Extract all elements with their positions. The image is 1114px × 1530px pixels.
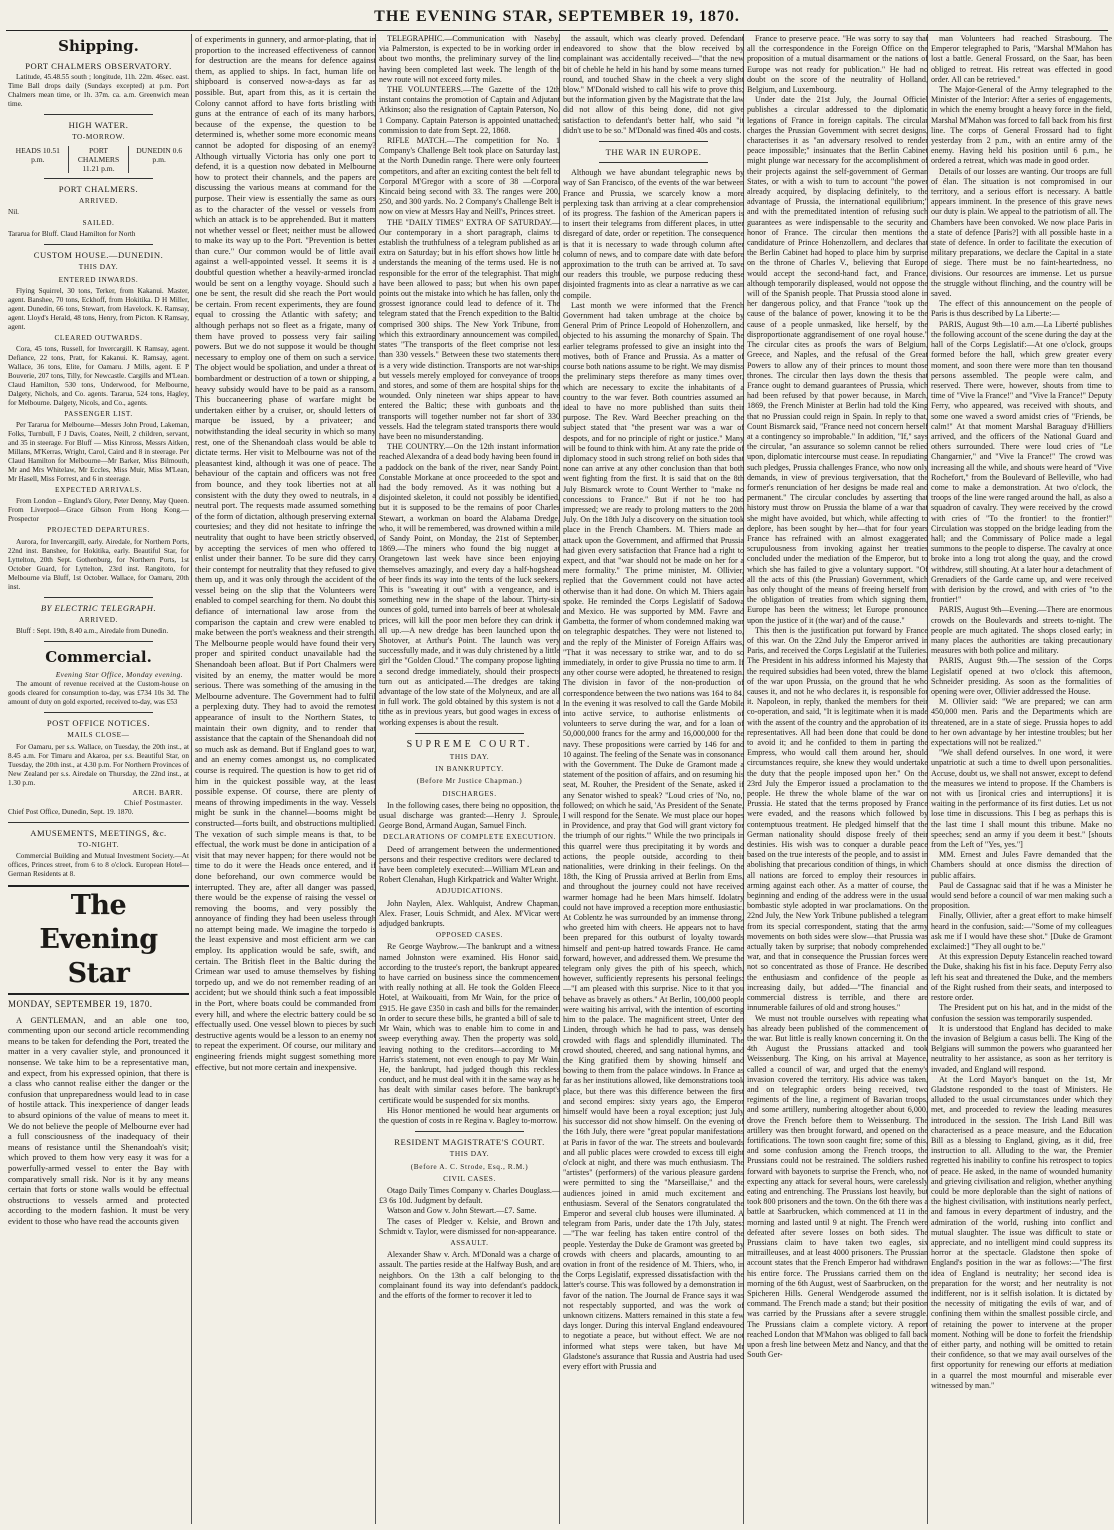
adjudications-text: John Naylen, Alex. Wahlquist, Andrew Chapman, Alex. Fraser, Louis Schmidt, and Alex. M'Vicar were adjudged bankrupts. [379, 898, 560, 929]
tide-dunedin: DUNEDIN 0.6 p.m. [136, 145, 183, 164]
divider [44, 712, 153, 713]
assault-text: Alexander Shaw v. Arch. M'Donald was a charge of assault. The parties reside at the Halfway Bush, and are neighbors. On the 13th a calf belonging to the complainant found its way into defendant's paddock, and the efforts of the former to recover it led to [379, 1250, 560, 1300]
war-justification: This then is the justification put forward by France of this war. On the 22nd July the Emperor arrived in Paris, and received the Corps Legislatif at the Tuileries. The President in his address informed his Majesty that the required subsidies had been voted, threw the blame of the war upon Prussia, on the ground that he who causes it, and not he who declares it, is responsible for it. Napoleon, in reply, thanked the members for their co-operation, and said, "It is legitimate when it is made with the assent of the country and the approbation of its representatives. All had been done that could be done to avoid it; and he confided to them in parting the Empress, who would call them around her, should circumstances require, she knew they would undertake the duty that the people imposed upon her." On the 23rd July the Emperor issued a proclamation to the people. He threw the whole blame of the war on Prussia. He stated that the terms proposed by France were evaded, and the reasons which followed by contemptuous treatment. He pledged himself that the German nationality should dispose freely of their destinies. His wish was to conquer a durable peace based on the true interests of the people, and to assist in abolishing that precarious condition of things, in which all nations are forced to employ their resources in arming against each other. As a matter of course, the beginning and ending of the address were in the usual bombastic style adopted in war proclamations. On the 22nd July, the New York Tribune published a telegram from its special correspondent, stating that the army movements on both sides were slow—that Prussia was actually taken by surprise; that nobody comprehended war, and that in consequence the Prussian forces were not so concentrated as those of France. He described the enthusiasm and confidence of the people as increasing daily, but added—"The financial and commercial distress is terrible, and there are innumerable failures of old and strong houses." [747, 625, 928, 1013]
resident-this-day: THIS DAY. [449, 1149, 490, 1159]
page-masthead: THE EVENING STAR, SEPTEMBER 19, 1870. [374, 8, 740, 25]
column-3 [379, 34, 560, 1524]
before-chapman: (Before Mr Justice Chapman.) [416, 776, 523, 786]
divider [599, 162, 708, 163]
port-heading: PORT CHALMERS. [58, 183, 139, 194]
projected-text: Aurora, for Invercargill, early. Airedale, for Northern Ports, 22nd inst. Banshee, for Hokitika, early. Beautiful Star, for Lyttelton, 20th Sept. Gothenburg, for Northern Ports, 1st October Guard, for Lyttelton, 23rd inst. Rangitoto, for Melbourne via Bluff, 1st October. Wallace, for Oamaru, 20th inst. [8, 537, 189, 591]
civil-label: CIVIL CASES. [443, 1173, 496, 1183]
civil-case-3: The cases of Pledger v. Kelsie, and Brown and Schmidt v. Taylor, were dismissed for non-appearance. [379, 1216, 560, 1236]
resident-court-heading: RESIDENT MAGISTRATE'S COURT. [394, 1137, 545, 1148]
bankruptcy-label: IN BANKRUPTCY. [435, 764, 504, 774]
arrived-text: Nil. [8, 208, 19, 217]
post-heading: POST OFFICE NOTICES. [46, 718, 151, 729]
observatory-heading: PORT CHALMERS OBSERVATORY. [25, 61, 172, 71]
opposed-text: Re George Waybrow.—The bankrupt and a witness named Johnston were examined. His Honor said, according to the trustee's report, the bankrupt appeared to have carried on business since the commencement with really nothing at all. He took the Golden Fleece Hotel, at Waikouaiti, from Mr Wain, for the price of £915. He gave £350 in cash and bills for the remainder. In order to secure these bills, he granted a bill of sale to Mr Wain, which was to enable him to come in and sweep everything away. Then the property was sold, leaving nothing to the creditors—according to Mr Harris's statement, not even enough to pay Mr Wain. He, the bankrupt, had judged though this reckless conduct, and he must deal with it in the same way as he has dealt with similar cases before. The bankrupt's certificate would be suspended for six months. [379, 942, 560, 1105]
masthead-rule [6, 30, 1108, 31]
war-estancelin: At this expression Deputy Estancelin reached toward the Duke, shaking his fist in his face. Deputy Ferry also left his seat and threatened the Duke, and the members of the Right rushed from their seats, and interposed to restore order. [931, 952, 1112, 1003]
tide-port-chalmers: PORT CHALMERS 11.21 p.m. [69, 146, 130, 173]
leading-article: A GENTLEMAN, and an able one too, commenting upon our second article recommending means to be taken for defending the Port, treated the matter in a very cavalier style, and pronounced it nonsense. We take him to be a representative man, and expect, from his expressed opinion, that there is a class who cannot realise either the danger or the confusion that unpreparedness would lead to in case of hostile attack. This inexperience of danger leads to absurd opinions of the value of means to meet it. We do not believe the people of Melbourne ever had a full consciousness of the inadequacy of their means of resistance until the Shenandoah's visit; which proved to them how very easy it was for a powerfully-armed vessel to enter the Bay with comparatively small risk. Nor is it by any means certain that forts or stone walls would be effectual obstructions to vessels armed and protected according to the modern fashion. It must be very evident to those who have read the accounts given [8, 1014, 189, 1226]
post-signature-title: Chief Postmaster. [124, 797, 183, 807]
expected-label: EXPECTED ARRIVALS. [55, 485, 142, 495]
arrived-label: ARRIVED. [78, 195, 119, 205]
issue-date: MONDAY, SEPTEMBER 19, 1870. [8, 999, 153, 1010]
passenger-text: Per Tararua for Melbourne—Messrs John Proud, Lakeman, Folks, Turnbull, F J Davis, Coates, Neill, 2 children, servant, and 35 in steerage. For Bluff — Miss Kinross, Messrs Aitken, Millans, M'Kerras, Wright, Carol, Caird and 8 in steerage. Per Claud Hamilton for Melbourne—Mr Barker, Miss Bilmouth, Mr and Mrs Whitelaw, Mr Eccles, Miss Muir, Miss M'Lean, Mr Hasell, Miss Forrest, and 6 in steerage. [8, 421, 189, 484]
war-favre: MM. Ernest and Jules Favre demanded that the Chambers should at once dismiss the direction of public affairs. [931, 850, 1112, 880]
tide-heads: HEADS 10.51 p.m. [8, 146, 69, 173]
war-gladstone: At the Lord Mayor's banquet on the 1st, Mr Gladstone responded to the toast of Ministers. He alluded to the usual circumstances under which they met, and proceeded to review the leading measures introduced in the session. The Irish Land Bill was characterised as a peace measure, and the Education Bill as a blessing to England, giving, as it did, free instruction to all. Alluding to the war, the Premier regretted his inability to confine his retrospect to topics of peace. He asked, in the name of wounded humanity and grieving civilisation and religion, whether anything could be more deplorable than the sight of nations of the highest civilisation, with institutions nearly perfect, and famous in every department of industry, and the admiration of the world, rushing into conflict and mutual slaughter. The issue was difficult to state or appreciate, and no intelligent mind could suppress its horror at the spectacle. Gladstone then spoke of England's position in the war as follows:—"The first idea of England is neutrality; her second idea is preparation for the worst; and her neutrality is not indifferent, nor is it selfish isolation. It is dictated by the necessity of mitigating the evils of war, and of confining them within the smallest possible circle, and of retaining the power to intervene at the proper moment. Nothing will be done to forfeit the friendship of either party, and nothing will be omitted to retain their confidence, so that we may avail ourselves of the first opportunity for renewing our efforts at mediation in a quarrel the most mournful and miserable ever witnessed by man." [931, 1074, 1112, 1390]
war-session-suspended: The President put on his hat, and in the midst of the confusion the session was temporarily suspended. [931, 1003, 1112, 1023]
news-rifle-match: RIFLE MATCH.—The competition for No. 1 Company's Challenge Belt took place on Saturday last, at the North Dunedin range. There were only fourteen competitors, and after an exciting contest the belt fell to Corporal M'Gregor with a score of 38 —Corporal Kincaid being second with 33. The ranges were 200, 250, and 300 yards. No. 2 Company's Challenge Belt is now on view at Messrs Hay and Neill's, Princes street. [379, 136, 560, 217]
tele-arrived-label: ARRIVED. [78, 614, 119, 624]
war-paris-morning: PARIS, August 9th—10 a.m.—La Liberté publishes the following account of the scene during the day at the hall of the Corps Legislatif:—At one o'clock, groups formed before the hall, which grew greater every moment, and soon there were more than ten thousand persons assembled. The people were calm, and reserved. There were, however, shouts from time to time of "Vive la France!" and "Vive la France!" Deputy Ferry, who appeared, was received with shouts, and some one waved a sword amidst cries of "Friends, be calm!" At that moment Marshal Baraguay d'Hilliers arrived, and the officers of the National Guard and others surrounded. There were loud cries of "Le Changarnier," and "Vive la France!" The crowd was increasing all the while, and shouts were heard of "Vive Rochefort," from the Boulevard of Belleville, who had come to make a demonstration. At two o'clock, the troops of the line were ranged around the hall, as also a squadron of cavalry. They were received by the crowd with cries of "To the frontier! to the frontier!" Circulation was stopped on the bridge leading from the hall; and the Commissary of Police made a legal summons to the people to disperse. The cavalry at once broke into a long trot along the quay, and the crowd withdrew, still shouting. At a later hour a detachment of Grenadiers of the Garde came up, and were received with derision by the crowd, and with cries of "to the frontier!" [931, 319, 1112, 605]
divider [415, 733, 524, 734]
supreme-this-day: THIS DAY. [449, 752, 490, 762]
commercial-text: The amount of revenue received at the Custom-house on goods cleared for consumption to-day, was £734 10s 3d. The amount of duty on gold exported, received to-day, was £53 [8, 680, 189, 707]
divider [44, 114, 153, 115]
commercial-heading: Commercial. [45, 648, 152, 667]
news-telegraphic: TELEGRAPHIC.—Communication with Naseby, via Palmerston, is expected to be in working order in about two months, the preliminary survey of the line having been completed last week. The length of the new route will not exceed forty miles. [379, 34, 560, 84]
war-cassagnac: Paul de Cassagnac said that if he was a Minister he would send before a council of war men making such a proposition. [931, 880, 1112, 911]
supreme-court-heading: SUPREME COURT. [406, 738, 533, 750]
war-losses: Details of our losses are wanting. Our troops are full of élan. The situation is not compromised in our territory, and a serious effort is necessary. A battle appears imminent. In the presence of this grave news our duty is plain. We appeal to the patriotism of all. The Chambers have been convoked. We now place Paris in a state of defence [Paris?] with all possible haste in a state of defence. In order to facilitate the execution of military preparations, we declare the Capital in a state of siege. There must be no faint-heartedness, no divisions. Our resources are immense. Let us pursue the struggle without flinching, and the country will be saved. [931, 166, 1112, 299]
civil-case-1: Otago Daily Times Company v. Charles Douglass.—£3 6s 10d. Judgment by default. [379, 1185, 560, 1206]
tide-table [8, 146, 189, 173]
opposed-label: OPPOSED CASES. [435, 930, 504, 940]
war-strasbourg: man Volunteers had reached Strasbourg. The Emperor telegraphed to Paris, "Marshal M'Mahon has lost a battle. General Frossard, on the Saar, has been obliged to retreat. His retreat was effected in good order. All can be retrieved." [931, 34, 1112, 84]
war-paris-evening: PARIS, August 9th—Evening.—There are enormous crowds on the Boulevards and streets to-night. The people are much agitated. The shops closed early; in many places the authorities are taking precautionary measures with both police and military. [931, 605, 1112, 656]
divider [599, 141, 708, 142]
war-narrative: Last month we were informed that the French Government had taken umbrage at the choice by General Prim of Prince Leopold of Hohenzollern, and objected to his assuming the monarchy of Spain. The earlier telegrams professed to give an insight into the motives, both of France and Prussia. As a matter of course both nations assume to be right. We may dismiss the preliminary steps therefore as many times over, which are necessary to excite the inhabitants of a country to the war fever. Both countries assumed an ideal to have no more published than suits their purpose. The Rev. Ward Beecher preaching on the subject stated that "the present war was a war of despots, and for no principle of right or justice." Many will be found to think with him. At any rate the pride of diplomacy stood in such strong relief on both sides that none can arrive at any other conclusion than that both went fighting from the first. It is said that on the 8th July Bismarck wrote to Count Werther to "make no concessions to France." But if not he too had impressed; we are ready to prolong matters to the 20th July. On the 18th July a discovery on the situation took place in the French Chambers. M. Thiers made an attack upon the Government, and affirmed that Prussia had given every satisfaction that France had a right to expect, and that "war should not be made on her for a mere formality." The prime minister, M. Ollivier, replied that the Government could not have acted otherwise than it had done. On which M. Thiers again spoke. He reminded the Corps Legislatif of Sadowa and Mexico. He was supported by MM. Favre and Gambetta, the former of whom condemned making war on telegraphic despatches. They were not listened to, and the reply of the Minister of Foreign Affairs was, "That it was necessary to strike war, and to do so immediately, in order to give Prussia no time to arm. If any other course were adopted, he threatened to resign. The division in favor of the non-production of correspondence between the two nations was 164 to 84. In the evening it was resolved to call the Garde Mobile into active service, to authorise enlistments of volunteers to serve during the war, and for a loan of 50,000,000 francs for the army and 16,000,000 for the navy. These propositions were carried by 146 for and 10 against. The feeling of the Senate was in consonance with the Government. The Duke de Gramont made a statement of the position of affairs, and on resuming his seat, M. Rouher, the President of the Senate, asked if any Senator wished to speak? "Loud cries of 'No, no,' followed; on which he said, 'As President of the Senate, I will respond for the Senate. We must place our hopes in Providence, and pray that God will grant victory for the triumph of our rights.'" While the two principals in this quarrel were thus precipitating it by words and actions, the people outside, according to their nationalities, were drinking in their feelings. On the 18th, the King of Prussia arrived at Berlin from Ems, and throughout the journey could not have received warmer homage had he been Mars himself. Idolatry could not have improved a reception more enthusiastic. At Coblentz he was surrounded by an immense throng, who greeted him with cheers. He appears not to have been prepared for this outburst of loyalty towards himself and pent-up hatred towards France. He came forward, however, and addressed them. We presume the telegram only gives the pith of his speech, which, however, sufficiently represents his personal feelings:—"I am pleased with this surprise. Nice to it that you behave as bravely as others." At Berlin, 100,000 people were waiting his arrival, with the intention of escorting him to the palace. The magnificent street, Unter den Linden, through which he had to pass, was densely crowded with flags and splendidly illuminated. The crowd shouted, cheered, and sang national hymns, and the King gratified them by showing himself and bowing to them from the palace windows. In France as far as her institutions allowed, like demonstrations took place, but there was this difference between the first and second empires: sixty years ago, the Emperor himself would have been a royal exception; just July his successor did not show himself. On the evening of the 16th July, there were "great popular manifestations at Paris in favor of the war. The streets and boulevards and all public places were crowded to excess till eight o'clock at night, and there was much enthusiasm. The "artistes" (performers) of the various pleasure gardens were permitted to sing the "Marseillaise," and the audiences joined in amid much excitement and enthusiasm. Several of the Senators congratulated the Emperor and several club houses were illuminated. A telegram from Paris, under date the 17th July, states:—"The war feeling has taken entire control of the people. Yesterday the Duke de Gramont was greeted by crowds with cheers and placards, amounting to an ovation in front of the residence of M. Thiers, who, in the Corps Legislatif, expressed dissatisfaction with the latter's course. This was followed by a demonstration in favor of the nation. The Journal de France says it was not respectably supported, and was the work of unknown citizens. Matters remained in this state a few days longer. During this interval England endeavoured to negotiate a peace, but without effect. We are not informed what steps were taken, but have Mr Gladstone's assurance that Russia and Austria had used every effort with Prussia and [563, 300, 744, 1371]
divider [44, 244, 153, 245]
tonight-label: TO-NIGHT. [77, 840, 120, 850]
telegraph-heading: BY ELECTRIC TELEGRAPH. [40, 602, 157, 613]
news-daily-times: THE "DAILY TIMES" EXTRA OF SATURDAY.—Our contemporary in a short paragraph, claims to establish the truthfulness of a telegram published as an extra on Saturday; but in his effort shows how little he understands the meaning of the terms used. He is not responsible for the error of the telegraphist. That might have been allowed to pass; but when his own paper points out the mistake into which he has fallen, only the grossest ignorance could lead to defence of it. The telegram stated that the French expedition to the Baltic comprised 300 ships. The New York Tribune, from which this extraordinary announcement was compiled, states "The transports of the fleet comprise not less than 330 vessels." Between these two statements there is a very wide distinction. Transports are not war-ships but vessels merely employed for conveyance of troops and stores, and some of them are hospital ships for the wounded. Only nineteen war ships appear to have entered the Baltic; these with gunboats and the transports will together number not far short of 330 vessels. Had the telegram stated transports there would have been no misunderstanding. [379, 217, 560, 441]
war-peace-efforts: France to preserve peace. "He was sorry to say that all the correspondence in the Foreign Office on the proposition of a mutual disarmament or the nations of Europe was not ready for publication." He had no doubt on the score of the neutrality of Holland, Belgium, and Luxembourg. [747, 34, 928, 95]
war-major-general: The Major-General of the Army telegraphed to the Minister of the Interior: After a series of engagements, in which the enemy brought a heavy force in the field, Marshal M'Mahon was forced to fall back from his first line. The corps of General Frossard had to fight yesterday from 2 p.m., with an entire army of the enemy. Having held his position until 6 p.m., he ordered a retreat, which was made in good order. [931, 85, 1112, 166]
post-signature-name: ARCH. BARR. [132, 787, 183, 797]
post-text: For Oamaru, per s.s. Wallace, on Tuesday, the 20th inst., at 8.45 a.m. For Timaru and Akaroa, per s.s. Beautiful Star, on Tuesday, the 20th inst., at 4.30 p.m. For Northern Provinces of New Zealand per s.s. Airedale on Thursday, the 22nd inst., at 1.30 p.m. [8, 742, 189, 787]
war-intro: Although we have abundant telegraphic news by way of San Francisco, of the events of the war between France and Prussia, we scarcely know a more perplexing task than arriving at a clear comprehension of its progress. The fashion of the American papers is to insert their telegrams from different places, in utter disregard of date, order or repetition. The consequence is that it is necessary to wade through column after column of news, and to compare date with date before approximation to the truth can be arrived at. To save our readers this trouble, we purpose reducing these disjointed fragments into as clear a narrative as we can compile. [563, 168, 744, 300]
expected-text: From London – England's Glory, Peter Denny, May Queen. From Liverpool—Grace Gibson From Hong Kong.—Prospector [8, 497, 189, 524]
column-4 [563, 34, 744, 1524]
entered-text: Flying Squirrel, 30 tons, Terker, from Kakanui. Master, agent. Banshee, 70 tons, Eckhoff, from Hokitika. D H Miller, agent. Dunedin, 66 tons, Stewart, from Havelock. K. Ramsay, agent. Lloyd's Herald, 48 tons, Henry, from Picton. K Ramsay, agent. [8, 286, 189, 331]
assault-label: ASSAULT. [450, 1237, 489, 1247]
declarations-label: DECLARATIONS OF COMPLETE EXECUTION. [382, 832, 556, 842]
post-signature-place: Chief Post Office, Dunedin, Sept. 19. 1870. [8, 808, 134, 817]
discharges-text: In the following cases, there being no opposition, the usual discharge was granted:—Henry J. Sproule, George Bond, Armand Augan, Samuel Finch. [379, 800, 560, 831]
divider [44, 597, 153, 598]
mails-close-label: MAILS CLOSE— [67, 730, 130, 740]
before-strode: (Before A. C. Strode, Esq., R.M.) [410, 1161, 529, 1171]
war-heading: THE WAR IN EUROPE. [605, 147, 702, 158]
entered-label: ENTERED INWARDS. [58, 274, 139, 284]
shipping-heading: Shipping. [58, 37, 139, 55]
war-ollivier-speech: M. Ollivier said: "We are prepared; we can arm 450,000 men. Paris and the Departments which are threatened, are in a state of siege. Prussia hopes to add to her own advantage by her intestine troubles; but her expectations will not be realized." [931, 697, 1112, 748]
customs-heading: CUSTOM HOUSE.—DUNEDIN. [33, 250, 164, 261]
sailed-text: Tararua for Bluff. Claud Hamilton for North [8, 230, 136, 239]
leading-article-continued: of experiments in gunnery, and armor-plating, that in proportion to the increased effectiveness of cannon for destruction are the means for defence against them, as applied to ships. In fact, human life on shipboard is conserved now-a-days as far as possible. But, apart from this, as it is certain the Colony cannot afford to have forts bristling with guns at the entrance of each of its many harbors, because of the expense, the question to be determined is, whether some more economic means cannot be adopted for disposing of an enemy? Although virtually Victoria has only one port to defend, it is a question now debated in Melbourne how to protect their channels, and the papers are discussing the various means at command for the purpose. Their view is essentially the same as ours as to the character of the vessel or vessels from which an attack is to be apprehended. But it matters not whether vessel or fleet; neither must be allowed to make its way up to the Port. "Prevention is better than cure." Our common would be of little avail against a well-appointed vessel. It seems it is a doubtful question whether a heavily-armed ironclad would be sent on a lengthy voyage. Should such a one be sent, the result did she reach the Port would be certain. From recent experiments, they are found equal to crossing the Atlantic with safety; and although perhaps not so fleet as a frigate, many of them have proved to possess very fair sailing powers. But we do not suppose it would be thought necessary to employ one of them on such a service. The object would be spoliation, and under a threat of bombardment or destruction of a town or shipping, a heavy subsidy would have to be paid as a ransom. This buccaneering phase of warfare might be undertaken either by a cruiser, or, should letters of marque be issued, by a privateer; and notwithstanding the ideal security in which so many rest, one of the Shenandoah class would be able to dictate terms. Her visit to Melbourne was not of the pleasantest kind, although it was one of peace. The behaviour of the captain and officers was not free from bounce, and they took liberties not at all consistent with the duty they owed to neutrals, in a neutral port. The requests made assumed something of the form of dictation, although preserving external courtesies; and they did not hesitate to infringe the neutrality that ought to have been strictly observed, by accepting the services of men who offered to enlist under their banner. To be sure did they carry their contempt for neutrality that they refused to give them up, and it was only through the accident of the vessel being on the slip that the Volunteers were enabled to compel searching for them. No doubt this defiance of international law arose from the comparison the captain and crew were enabled to make between the port's weakness and their strength. The Melbourne people would have found their very proper and spirited conduct unavailable had the Shenandoah been afloat. But if Port Chalmers were visited by an enemy, the matter would be more serious. There was something of the amusing in the Melbourne adventure. The Government had to fulfil a perplexing duty. They had to avoid the remotest appearance of insult to the Northern States, to maintain their own dignity, and to render that assistance that the captain of the Shenandoah did not so much ask as demand. But if England goes to war, and an enemy comes amongst us, no complicated course is required. The question is how to get rid of him in the quickest possible way, at the least possible expense. Of course, there are plenty of means of throwing impediments in the way. Vessels might be sunk in the channel—booms might be constructed—forts built, and obstructions multiplied. The vexation of such simple means is that, to be effectual, the work must be done in anticipation of a visit that may never happen; for there would not be time to do it were the Heads once entered, and if done beforehand, our own commerce would be interrupted. They are, after all danger was passed, there would be the expense of raising the vessel or removing the booms, and very possibly the annoyance of finding they had been useless through no attempt being made. We imagine the torpedo is the least expensive and most efficient arm we can employ. Its application would be safe, swift, and certain. The British fleet in the Baltic during the Crimean war used to amuse themselves by fishing torpedo up, and we do not remember reading of an accident; but we should think such a feat impossible in the Port, where boats could be commanded from every hill, and where the electric battery could be so effectually used. One vessel blown to pieces by such destructive agents would be a lesson to an enemy not to repeat the experiment. Of course, our military and engineering friends might suggest something more effective, but not more certain and inexpensive. [195, 34, 376, 1072]
tomorrow-label: TO-MORROW. [72, 132, 125, 142]
amusements-heading: AMUSEMENTS, MEETINGS, &c. [30, 828, 167, 839]
divider [415, 1131, 524, 1132]
column-divider [191, 34, 192, 1524]
this-day-label: THIS DAY. [78, 262, 119, 272]
projected-label: PROJECTED DEPARTURES. [47, 525, 150, 535]
costs-text: His Honor mentioned he would hear arguments on the question of costs in re Regina v. Bagley to-morrow. [379, 1105, 560, 1125]
sailed-label: SAILED. [82, 218, 115, 228]
divider [44, 641, 153, 642]
war-corps-session: PARIS, August 9th.—The session of the Corps Legislatif opened at two o'clock this afternoon, Schneider presiding. As soon as the formalities of opening were over, Ollivier addressed the House. [931, 656, 1112, 696]
war-la-liberte: The effect of this announcement on the people of Paris is thus described by La Liberte:— [931, 299, 1112, 319]
civil-case-2: Watson and Gow v. John Stewart.—£7. Same. [387, 1206, 537, 1216]
observatory-text: Latitude, 45.48.55 south ; longitude, 11h. 22m. 46sec. east. Time Ball drops daily (Sundays excepted) at p.m. Port Chalmers mean time, or 1h. 37m. ca. a.m. Greenwich mean time. [8, 73, 189, 109]
war-belgium: It is understood that England has decided to make the invasion of Belgium a casus belli. The King of the Belgians will summon the powers who guaranteed her neutrality to her assistance, as soon as her territory is invaded, and England will respond. [931, 1023, 1112, 1074]
high-water-heading: HIGH WATER. [68, 120, 129, 131]
column-5 [747, 34, 928, 1524]
war-ollivier-final: Finally, Ollivier, after a great effort to make himself heard in the confusion, said:—"Some of my colleagues ask me if I would have these shot." [Duke de Gramont exclaimed:] "They all ought to be." [931, 911, 1112, 952]
cleared-label: CLEARED OUTWARDS. [54, 332, 143, 342]
adjudications-label: ADJUDICATIONS. [435, 886, 504, 896]
commercial-office: Evening Star Office, Monday evening. [55, 670, 183, 680]
divider [8, 822, 189, 823]
assault-continued: the assault, which was clearly proved. Defendant endeavored to show that the blow received by complainant was accidentally received—"that the new bit of cheble he held in his hand by some means turned round, and touched Shaw in the cheek a very slight blow." M'Donald wished to call his wife to prove this; but the information given by the Magistrate that the law did not allow of this being done, did not give satisfaction to defendant's better half, who said "it didn't use to be so." M'Donald was fined 40s and costs. [563, 34, 744, 135]
news-country: THE COUNTRY.—On the 12th instant information reached Alexandra of a dead body having been found in a paddock on the bank of the river, near Sandy Point. Constable Morkane at once proceeded to the spot and had the body removed. As it was nothing but a disjointed skeleton, it could not possibly be identified, but it is supposed to be the remains of poor Charles Stewart, a workman on board the Alabama Dredge, who, it will be remembered, was drowned within a mile of Sandy Point, on Monday, the 21st of September, 1869.—The miners who found the big nugget at Orangetown last week have since been enjoying themselves amazingly, and every day a half-hogshead of beer finds its way into the tents of the luck seekers. This is "sweating it out" with a vengeance, and is something new in the shape of the labour. Thirty-six ounces of gold, turned into barrels of beer at wholesale prices, will kill the poor men before they can drink it all up.—A new dredge has been launched upon the Shotover, at Arthur's Point. The launch was very successfully made, and it was duly christened by a little girl the "Golden Cloud." The company propose lighting a second dredge immediately, should their prospects turn out as anticipated.—The dredges are taking advantage of the low state of the Molyneux, and are all in full work. The gold obtained by this system is not a tithe as in previous years, but good wages in excess of working expenses is about the result. [379, 442, 560, 727]
declarations-text: Deed of arrangement between the undermentioned persons and their respective creditors were declared to have been completely executed:—William M'Lean and Robert Clenahan, Hugh Kirkpatrick and Walter Wright. [379, 844, 560, 885]
passenger-label: PASSENGER LIST. [64, 409, 133, 419]
divider [44, 178, 153, 179]
news-volunteers: THE VOLUNTEERS.—The Gazette of the 12th instant contains the promotion of Captain and Adjutant Atkinson; also the resignation of Captain Paterson, No. 1 Company. Captain Paterson is appointed unattached; commission to date from Sept. 22, 1868. [379, 85, 560, 135]
discharges-label: DISCHARGES. [442, 788, 497, 798]
column-6 [931, 34, 1112, 1524]
amusements-text: Commercial Building and Mutual Investment Society.—At offices, Princes street, from 6 to 8 o'clock. European Hotel—German Residents at 8. [8, 852, 189, 879]
war-circular: Under date the 21st July, the Journal Officiel publishes a circular addressed to the diplomatic legations of France in foreign capitals. The circular charges the Prussian Government with secret designs, characterises it as "an adversary resolved to render peace impossible;" insinuates that the Berlin Cabinet might plunge war necessary for the accomplishment of their projects against the self-government of German States, or with a wish to turn to account "the power already acquired, by displacing definitely, to the advantage of Prussia, the international equilibrium;" and with the premeditated intention of refusing such guarantees as were indispensable to the security and honor of France. The circular then mentions the candidature of Prince Hohenzollern, and declares that the Berlin Cabinet had hoped to place him by surprise on the throne of Charles V., believing that Europe would accept the second-hand fact, and France, although temporarily displeased, would not oppose the will of the Spanish people. That Prussia stood alone in her dangerous policy, and that France "took up the cause of the balance of power, knowing it to be the cause of a people unmasked, like herself, by the disproportionate aggrandisement of one royal house." The circular cites as proofs the wars of Belgium, Greece, and Naples, and the refusal of the Great Powers to allow any of their princes to mount those thrones. The circular then lays down the thesis that France ought to demand guarantees of Prussia, which had been refused by that power because, in March, 1869, the French Minister at Berlin had told the King that no Prussian could reign in Spain. In reply to that, Count Bismarck said, "France need not concern herself at a contingency so improbable." In addition, "If," says the circular, "an assurance so solemn cannot be relied upon, diplomatic intercourse must cease. In repudiating such pledges, Prussia challenges France, who now only demands, in view of previous tergiversation, that the former's renunciation of her designs be made real and permanent." The circular concludes by asserting that history must throw on Prussia the blame of a war that she might have avoided, but which, while affecting to deplore, has been sought by her—that for four years France has refrained with an almost exaggerated scrupulousness from invoking against her treaties concluded under the mediation of the Emperor, but to which she has failed to give a voluntary support. "Of all the acts of this (the Prussian) Government, which has only thought of the means of freeing herself from the obligation of treaties from which signing them, Europe has been the witness; let Europe pronounce upon the justice of it (the war) and of the cause." [747, 95, 928, 625]
column-1 [8, 34, 189, 1524]
column-2 [195, 34, 376, 1524]
cleared-text: Cora, 45 tons, Russell, for Invercargill. K Ramsay, agent. Defiance, 22 tons, Pratt, for Kakanui. K. Ramsay, agent. Wallace, 36 tons, Elite, for Oamaru. J Mills, agent. E P Bouverie, 207 tons, Tilly, for Newcastle. Cargills and M'Lean. Claud Hamilton, 530 tons, Underwood, for Melbourne, Dalgety, Nichols, and Co. agents. Tararua, 524 tons, Hagley, for Melbourne. Dalgety, Nicols, and Co., agents. [8, 345, 189, 408]
war-battles: We must not trouble ourselves with repeating what has already been published of the commencement of the war. But little is really known concerning it. On the 4th August the Prussians attacked and took Weissenburg. The King, on his arrival at Mayence, called a council of war, and urged that the enemy's invasion covered the territory. His advice was taken, and on telegraphic orders being received, two regiments of the line, a regiment of Bavarian troops, and some artillery, numbering altogether about 6,000, drove the French before them to Weissenburg. The artillery was then brought forward, and opened on the fortifications. The town soon caught fire; some of this, and some confusion among the French troops, the Prussians could not be restrained. The soldiers rushed forward with bayonets to surprise the French, who, not expecting any attack for several hours, were carelessly eating and entrenching. The Prussians lost heavily, but took 800 prisoners and the town. On the 6th there was a battle at Saarbrucken, which commenced at 11 in the morning and lasted until 9 at night. The French were defeated after severe losses on both sides. The Prussians claim to have taken two eagles, six mitrailleuses, and at least 4000 prisoners. The Prussian account states that the French Emperor had withdrawn his entire force. The Prussians carried them on the morning of the 6th August, west of Saarbrucken, on the Spicheren Hills. General Wendgerode assumed the command. The French made a stand; but their position was carried by the Prussians after a severe struggle. The Prussians claim a complete victory. A report reached London that M'Mahon was obliged to fall back upon a fresh line between Metz and Nancy, and that the South Ger- [747, 1013, 928, 1360]
tele-text: Bluff : Sept. 19th, 8.40 a.m., Airedale from Dunedin. [16, 627, 169, 636]
war-ollivier-continued: "We shall defend ourselves. In one word, it were unpatriotic at such a time to dwell upon personalities. Accuse, doubt us, we shall not answer, except to defend the measures we intend to propose. If the Chambers is not with us [ironical cries and interruptions] it is waiting in the performance of its first duties. Let us not lose time in discussions. This I beg as perhaps this is the last time I shall mount this tribune. Make no speeches; send an army if you deem it best." [shouts from the Left of "Yes, yes."] [931, 748, 1112, 850]
newspaper-nameplate: The Evening Star [8, 885, 189, 995]
